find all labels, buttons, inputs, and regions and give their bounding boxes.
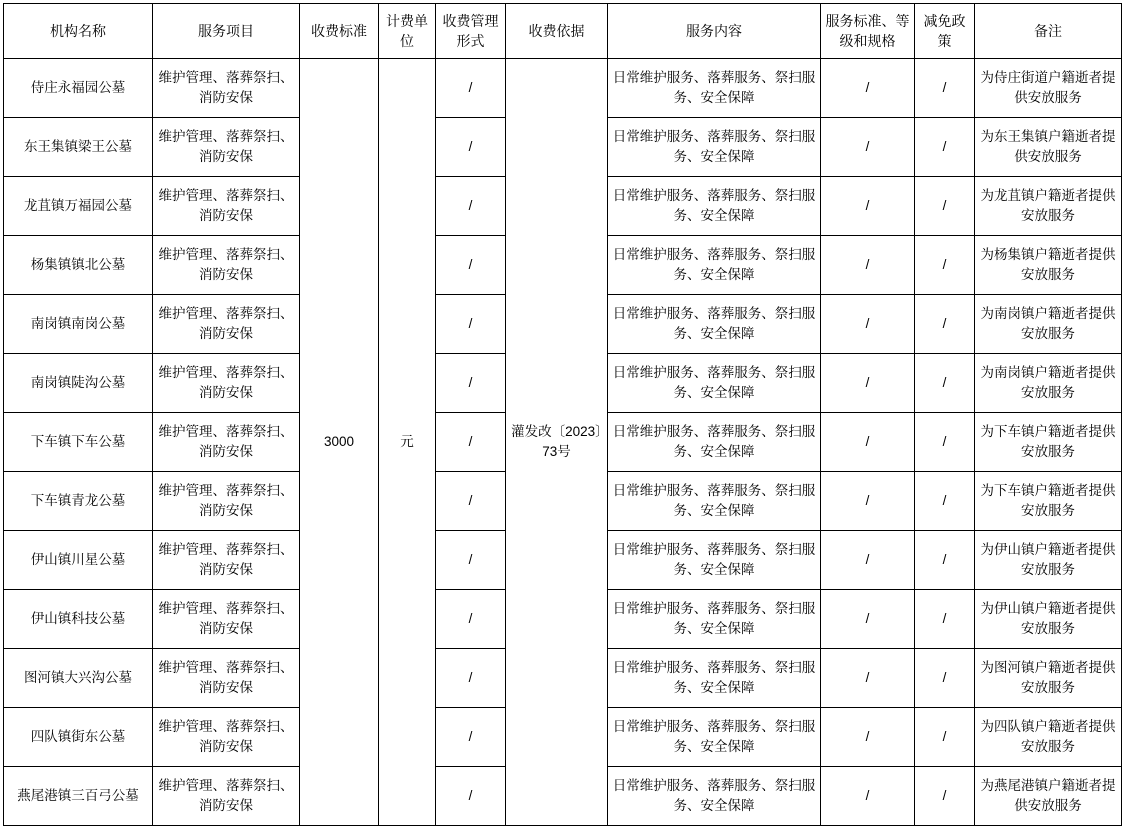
cell-service: 维护管理、落葬祭扫、消防安保: [153, 767, 300, 826]
cell-service-content: 日常维护服务、落葬服务、祭扫服务、安全保障: [608, 177, 821, 236]
cell-fee-basis: 灌发改〔2023〕73号: [506, 59, 608, 826]
cell-remark: 为龙苴镇户籍逝者提供安放服务: [975, 177, 1122, 236]
cell-org: 伊山镇川星公墓: [4, 531, 153, 590]
cell-service: 维护管理、落葬祭扫、消防安保: [153, 413, 300, 472]
cell-fee-management-form: /: [436, 413, 506, 472]
cell-remark: 为下车镇户籍逝者提供安放服务: [975, 413, 1122, 472]
cell-relief-policy: /: [915, 177, 975, 236]
cell-org: 龙苴镇万福园公墓: [4, 177, 153, 236]
cell-org: 南岗镇陡沟公墓: [4, 354, 153, 413]
cell-service: 维护管理、落葬祭扫、消防安保: [153, 531, 300, 590]
cell-fee-management-form: /: [436, 649, 506, 708]
cell-org: 下车镇下车公墓: [4, 413, 153, 472]
cell-fee-management-form: /: [436, 118, 506, 177]
column-header-service-content: 服务内容: [608, 4, 821, 59]
table-header: [4, 4, 1122, 59]
cell-relief-policy: /: [915, 767, 975, 826]
cell-relief-policy: /: [915, 472, 975, 531]
cell-org: 东王集镇梁王公墓: [4, 118, 153, 177]
column-header-org: 机构名称: [4, 4, 153, 59]
cell-remark: 为燕尾港镇户籍逝者提供安放服务: [975, 767, 1122, 826]
cell-service-grade: /: [821, 118, 915, 177]
cell-org: 图河镇大兴沟公墓: [4, 649, 153, 708]
cell-fee-standard: 3000: [300, 59, 379, 826]
cell-fee-unit: 元: [379, 59, 436, 826]
cell-relief-policy: /: [915, 649, 975, 708]
cell-relief-policy: /: [915, 708, 975, 767]
cell-service-content: 日常维护服务、落葬服务、祭扫服务、安全保障: [608, 295, 821, 354]
cell-service: 维护管理、落葬祭扫、消防安保: [153, 708, 300, 767]
cell-service-content: 日常维护服务、落葬服务、祭扫服务、安全保障: [608, 708, 821, 767]
cell-service-grade: /: [821, 177, 915, 236]
table-body: [4, 59, 1122, 826]
cell-remark: 为南岗镇户籍逝者提供安放服务: [975, 295, 1122, 354]
cell-remark: 为伊山镇户籍逝者提供安放服务: [975, 590, 1122, 649]
fee-schedule-table: [3, 3, 1122, 826]
cell-service: 维护管理、落葬祭扫、消防安保: [153, 354, 300, 413]
cell-service-grade: /: [821, 767, 915, 826]
cell-service-grade: /: [821, 590, 915, 649]
cell-relief-policy: /: [915, 531, 975, 590]
cell-service: 维护管理、落葬祭扫、消防安保: [153, 236, 300, 295]
cell-fee-management-form: /: [436, 295, 506, 354]
cell-service-content: 日常维护服务、落葬服务、祭扫服务、安全保障: [608, 472, 821, 531]
cell-service-grade: /: [821, 354, 915, 413]
cell-org: 四队镇街东公墓: [4, 708, 153, 767]
cell-fee-management-form: /: [436, 354, 506, 413]
cell-fee-management-form: /: [436, 590, 506, 649]
cell-service: 维护管理、落葬祭扫、消防安保: [153, 118, 300, 177]
cell-service: 维护管理、落葬祭扫、消防安保: [153, 649, 300, 708]
cell-service-grade: /: [821, 295, 915, 354]
cell-service-content: 日常维护服务、落葬服务、祭扫服务、安全保障: [608, 767, 821, 826]
cell-org: 杨集镇镇北公墓: [4, 236, 153, 295]
cell-org: 下车镇青龙公墓: [4, 472, 153, 531]
cell-relief-policy: /: [915, 59, 975, 118]
cell-fee-management-form: /: [436, 531, 506, 590]
column-header-fee-management-form: 收费管理形式: [436, 4, 506, 59]
table-row: [4, 59, 1122, 118]
column-header-fee-unit: 计费单位: [379, 4, 436, 59]
cell-service-content: 日常维护服务、落葬服务、祭扫服务、安全保障: [608, 118, 821, 177]
cell-fee-management-form: /: [436, 59, 506, 118]
column-header-fee-standard: 收费标准: [300, 4, 379, 59]
cell-service: 维护管理、落葬祭扫、消防安保: [153, 590, 300, 649]
cell-relief-policy: /: [915, 118, 975, 177]
cell-service: 维护管理、落葬祭扫、消防安保: [153, 59, 300, 118]
cell-remark: 为东王集镇户籍逝者提供安放服务: [975, 118, 1122, 177]
cell-fee-management-form: /: [436, 708, 506, 767]
cell-remark: 为南岗镇户籍逝者提供安放服务: [975, 354, 1122, 413]
cell-remark: 为四队镇户籍逝者提供安放服务: [975, 708, 1122, 767]
cell-service-grade: /: [821, 59, 915, 118]
cell-remark: 为伊山镇户籍逝者提供安放服务: [975, 531, 1122, 590]
cell-service-content: 日常维护服务、落葬服务、祭扫服务、安全保障: [608, 413, 821, 472]
column-header-service-grade: 服务标准、等级和规格: [821, 4, 915, 59]
cell-service-content: 日常维护服务、落葬服务、祭扫服务、安全保障: [608, 649, 821, 708]
cell-service-content: 日常维护服务、落葬服务、祭扫服务、安全保障: [608, 354, 821, 413]
cell-relief-policy: /: [915, 413, 975, 472]
cell-service: 维护管理、落葬祭扫、消防安保: [153, 472, 300, 531]
cell-service-grade: /: [821, 708, 915, 767]
cell-relief-policy: /: [915, 236, 975, 295]
cell-service-content: 日常维护服务、落葬服务、祭扫服务、安全保障: [608, 59, 821, 118]
cell-remark: 为图河镇户籍逝者提供安放服务: [975, 649, 1122, 708]
cell-service-grade: /: [821, 413, 915, 472]
cell-remark: 为杨集镇户籍逝者提供安放服务: [975, 236, 1122, 295]
column-header-remark: 备注: [975, 4, 1122, 59]
cell-service: 维护管理、落葬祭扫、消防安保: [153, 177, 300, 236]
cell-fee-management-form: /: [436, 177, 506, 236]
cell-org: 侍庄永福园公墓: [4, 59, 153, 118]
cell-relief-policy: /: [915, 590, 975, 649]
cell-service-content: 日常维护服务、落葬服务、祭扫服务、安全保障: [608, 531, 821, 590]
cell-relief-policy: /: [915, 354, 975, 413]
cell-service-grade: /: [821, 472, 915, 531]
cell-fee-management-form: /: [436, 767, 506, 826]
cell-service-grade: /: [821, 531, 915, 590]
cell-fee-management-form: /: [436, 472, 506, 531]
cell-service-content: 日常维护服务、落葬服务、祭扫服务、安全保障: [608, 236, 821, 295]
cell-service-content: 日常维护服务、落葬服务、祭扫服务、安全保障: [608, 590, 821, 649]
cell-org: 燕尾港镇三百弓公墓: [4, 767, 153, 826]
cell-service-grade: /: [821, 236, 915, 295]
column-header-relief-policy: 减免政策: [915, 4, 975, 59]
cell-service: 维护管理、落葬祭扫、消防安保: [153, 295, 300, 354]
column-header-service: 服务项目: [153, 4, 300, 59]
cell-org: 伊山镇科技公墓: [4, 590, 153, 649]
table-header-row: [4, 4, 1122, 59]
cell-org: 南岗镇南岗公墓: [4, 295, 153, 354]
cell-fee-management-form: /: [436, 236, 506, 295]
cell-remark: 为下车镇户籍逝者提供安放服务: [975, 472, 1122, 531]
cell-remark: 为侍庄街道户籍逝者提供安放服务: [975, 59, 1122, 118]
cell-relief-policy: /: [915, 295, 975, 354]
column-header-fee-basis: 收费依据: [506, 4, 608, 59]
cell-service-grade: /: [821, 649, 915, 708]
